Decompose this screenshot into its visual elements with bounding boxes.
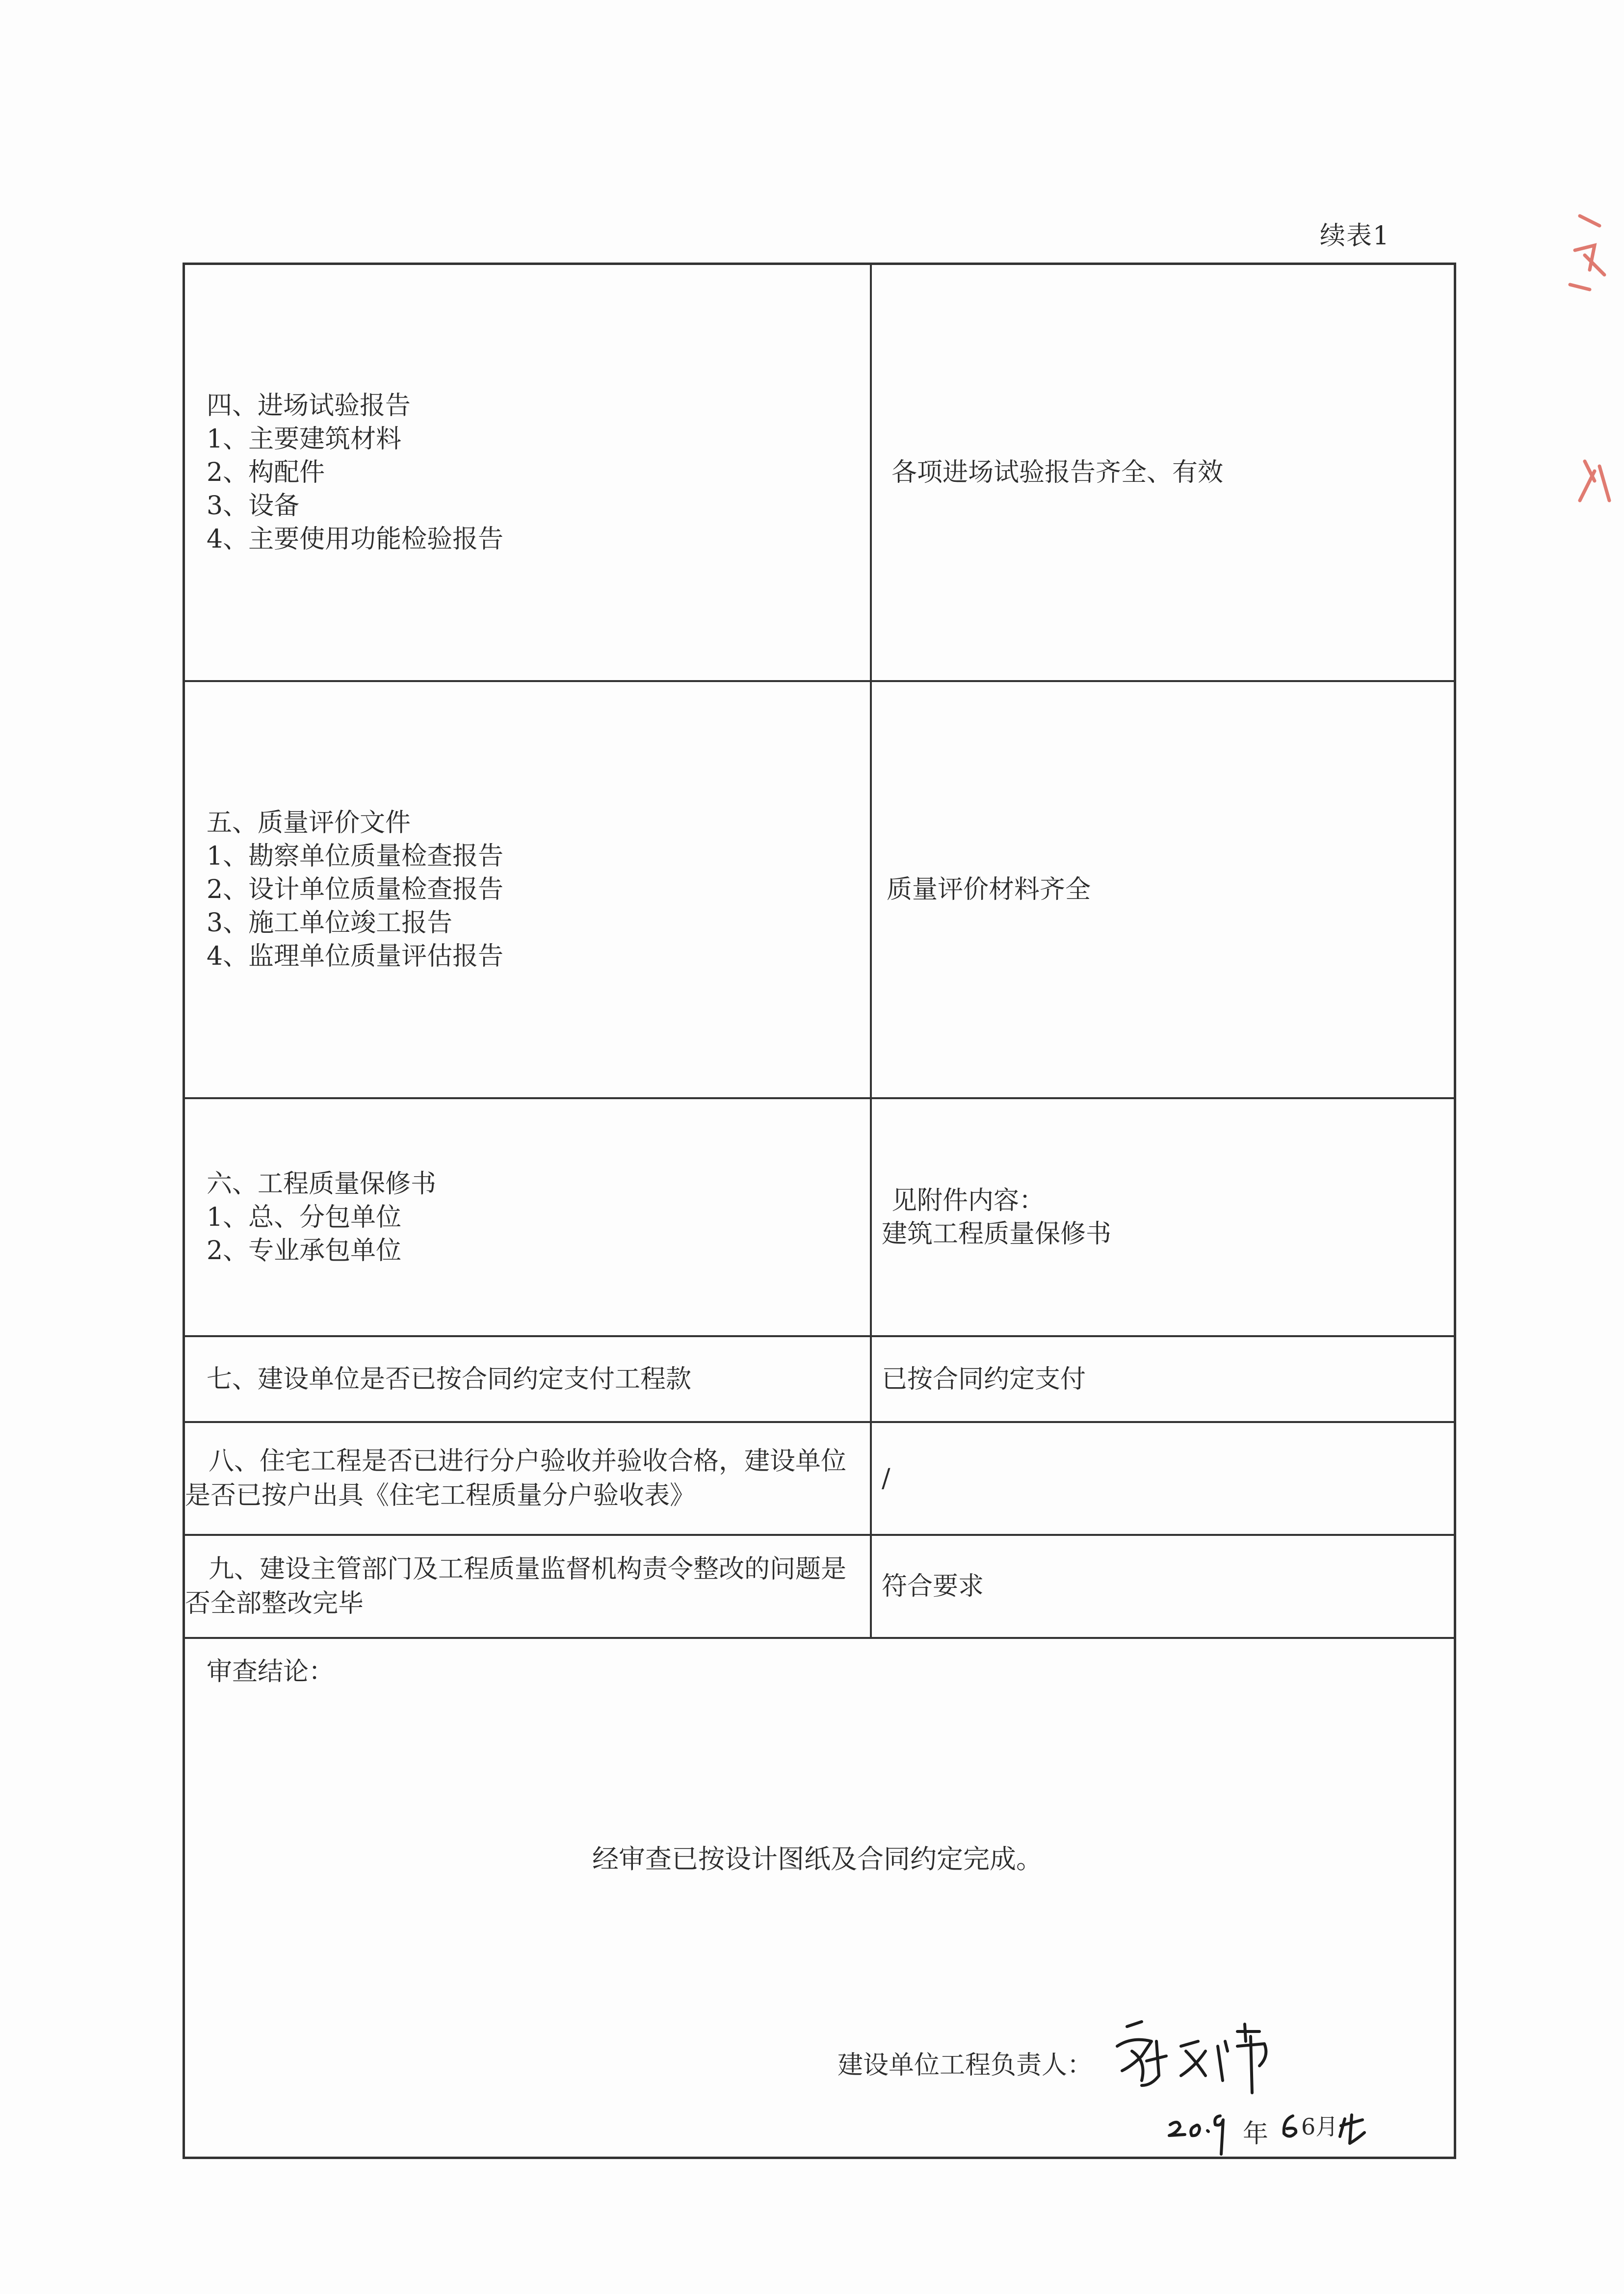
list-item: 1、主要建筑材料: [207, 424, 402, 454]
review-form-table: [183, 263, 1456, 2159]
conclusion-label: 审查结论：: [207, 1657, 335, 1687]
row-item-cell: [185, 1536, 872, 1637]
table-row: [185, 682, 1454, 1099]
list-item: 3、施工单位竣工报告: [207, 908, 453, 938]
section-heading: 六、工程质量保修书: [207, 1169, 437, 1199]
result-text: 质量评价材料齐全: [887, 875, 1091, 904]
row-result-cell: [872, 1536, 1454, 1637]
list-item: 2、专业承包单位: [207, 1236, 402, 1266]
result-text: 已按合同约定支付: [882, 1364, 1086, 1394]
continuation-label: 续表1: [1320, 221, 1390, 251]
handwritten-date: [1166, 2105, 1372, 2159]
table-row: [185, 265, 1454, 682]
section-heading: 七、建设单位是否已按合同约定支付工程款: [207, 1364, 692, 1394]
section-heading: 九、建设主管部门及工程质量监督机构责令整改的问题是否全部整改完毕: [185, 1555, 847, 1618]
row-result-cell: [872, 1099, 1454, 1335]
result-text: 建筑工程质量保修书: [882, 1219, 1112, 1249]
date-month-label: 6月: [1301, 2113, 1338, 2140]
table-row: [185, 1536, 1454, 1639]
row-item-cell: [185, 1099, 872, 1335]
row-result-cell: [872, 265, 1454, 680]
list-item: 2、构配件: [207, 458, 325, 487]
red-stamp-fragment: [1565, 206, 1624, 520]
review-conclusion-section: [185, 1639, 1454, 2157]
row-result-cell: [872, 682, 1454, 1097]
list-item: 2、设计单位质量检查报告: [207, 875, 504, 904]
result-text: 见附件内容：: [891, 1186, 1045, 1215]
list-item: 3、设备: [207, 491, 300, 521]
table-row: [185, 1423, 1454, 1536]
section-heading: 五、质量评价文件: [207, 808, 411, 838]
result-text: 符合要求: [882, 1572, 984, 1601]
signer-label: 建设单位工程负责人：: [838, 2051, 1093, 2080]
result-text: 各项进场试验报告齐全、有效: [891, 458, 1224, 487]
section-heading: 八、住宅工程是否已进行分户验收并验收合格，建设单位是否已按户出具《住宅工程质量分户验收表》: [185, 1447, 847, 1510]
date-year-label: 年: [1243, 2119, 1269, 2149]
row-item-cell: [185, 265, 872, 680]
row-result-cell: [872, 1337, 1454, 1421]
section-heading: 四、进场试验报告: [207, 391, 411, 421]
handwritten-signature: [1112, 2012, 1279, 2095]
table-row: [185, 1337, 1454, 1423]
table-row: [185, 1099, 1454, 1337]
row-result-cell: [872, 1423, 1454, 1534]
list-item: 4、主要使用功能检验报告: [207, 525, 504, 554]
row-item-cell: [185, 1423, 872, 1534]
list-item: 1、勘察单位质量检查报告: [207, 842, 504, 871]
result-text: /: [882, 1464, 891, 1493]
row-item-cell: [185, 1337, 872, 1421]
conclusion-text: 经审查已按设计图纸及合同约定完成。: [592, 1844, 1043, 1874]
row-item-cell: [185, 682, 872, 1097]
list-item: 1、总、分包单位: [207, 1202, 402, 1232]
list-item: 4、监理单位质量评估报告: [207, 942, 504, 971]
